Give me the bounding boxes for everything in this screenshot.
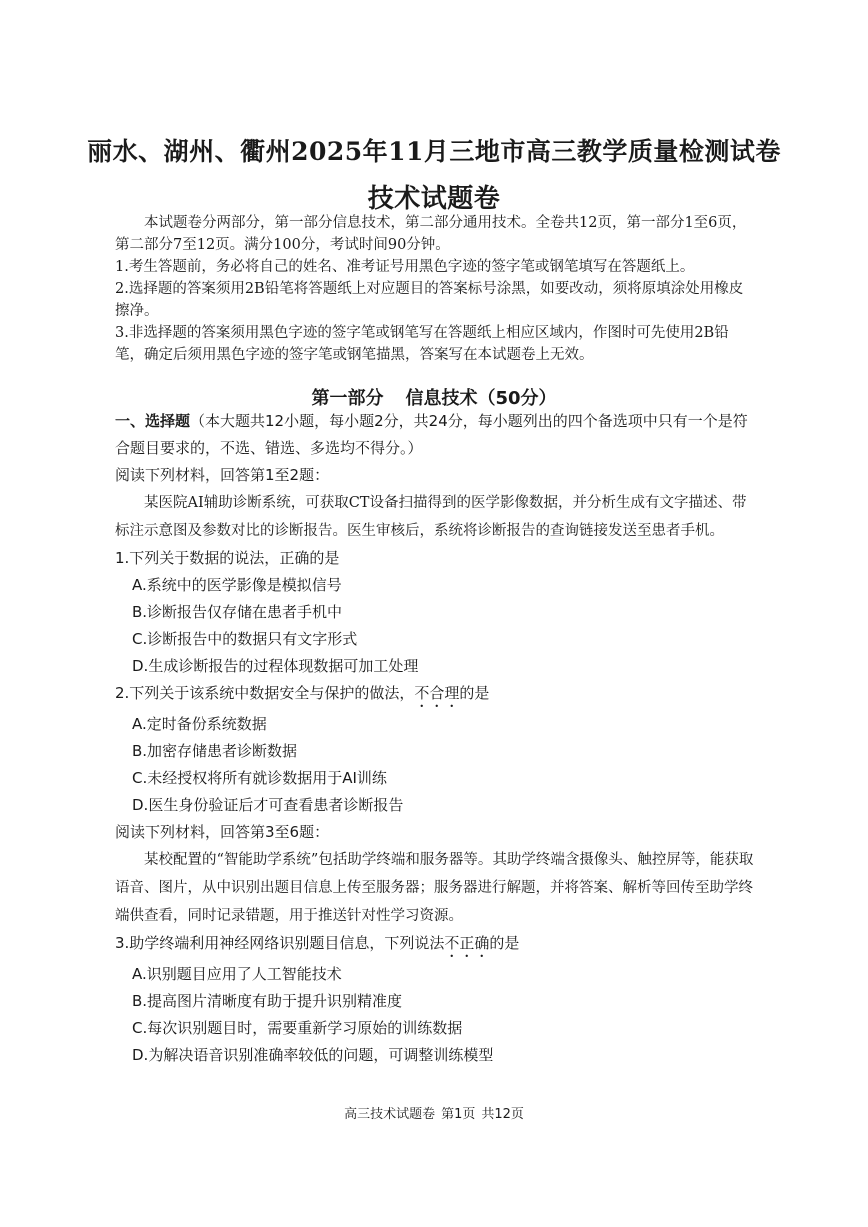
footer-exam-name: 高三技术试题卷 [344,1107,436,1122]
question-3-stem-end: 的是 [489,934,520,952]
question-1-option-d: D.生成诊断报告的过程体现数据可加工处理 [132,657,419,675]
footer-page-total: 共12页 [481,1107,524,1122]
page-footer [0,1103,868,1122]
question-3-option-c: C.每次识别题目时，需要重新学习原始的训练数据 [132,1019,463,1037]
section-heading-line [115,408,755,462]
part-name: 信息技术（50分） [405,388,557,409]
part-title [0,384,868,410]
question-1-stem: 1.下列关于数据的说法，正确的是 [115,549,340,567]
note-2: 2.选择题的答案须用2B铅笔将答题纸上对应题目的答案标号涂黑，如要改动，须将原填涂处用橡皮擦净。 [115,281,744,319]
note-1: 1.考生答题前，务必将自己的姓名、准考证号用黑色字迹的签字笔或钢笔填写在答题纸上。 [115,259,695,275]
reading-material-2: 某校配置的“智能助学系统”包括助学终端和服务器等。其助学终端含摄像头、触控屏等，能获取语音、图片，从中识别出题目信息上传至服务器；服务器进行解题，并将答案、解析等回传至助学终端供查看，同时记录错题，用于推送针对性学习资源。 [115,852,754,924]
question-2-option-c: C.未经授权将所有就诊数据用于AI训练 [132,769,387,787]
question-2-stem-start: 2.下列关于该系统中数据安全与保护的做法， [115,684,415,702]
question-3-stem [115,930,755,961]
question-3-stem-start: 3.助学终端利用神经网络识别题目信息，下列说法 [115,934,445,952]
reading-prompt-2: 阅读下列材料，回答第3至6题： [115,823,330,841]
question-3-emphasis: 不正确 [444,934,490,952]
question-2-option-d: D.医生身份验证后才可查看患者诊断报告 [132,796,404,814]
question-3-option-b: B.提高图片清晰度有助于提升识别精准度 [132,992,403,1010]
question-2-option-a: A.定时备份系统数据 [132,715,267,733]
part-label: 第一部分 [311,388,384,409]
reading-material-1: 某医院AI辅助诊断系统，可获取CT设备扫描得到的医学影像数据，并分析生成有文字描述、带标注示意图及参数对比的诊断报告。医生审核后，系统将诊断报告的查询链接发送至患者手机。 [115,495,747,539]
question-2-option-b: B.加密存储患者诊断数据 [132,742,298,760]
question-3-option-a: A.识别题目应用了人工智能技术 [132,965,342,983]
question-1-option-a: A.系统中的医学影像是模拟信号 [132,576,342,594]
question-3-option-d: D.为解决语音识别准确率较低的问题，可调整训练模型 [132,1046,494,1064]
exam-subtitle: 技术试题卷 [367,184,501,214]
question-1-option-c: C.诊断报告中的数据只有文字形式 [132,630,358,648]
question-3 [115,930,755,1069]
footer-page-number: 第1页 [441,1107,476,1122]
question-2-stem [115,680,755,711]
question-1 [115,545,755,680]
intro-paragraph: 本试题卷分两部分，第一部分信息技术，第二部分通用技术。全卷共12页，第一部分1至6页，第二部分7至12页。满分100分，考试时间90分钟。 [115,215,747,253]
section-multiple-choice [115,408,755,1069]
question-2-stem-end: 的是 [459,684,490,702]
reading-prompt-1: 阅读下列材料，回答第1至2题： [115,466,330,484]
exam-title: 丽水、湖州、衢州2025年11月三地市高三教学质量检测试卷 [87,137,781,166]
section-heading: 一、选择题 [115,412,191,430]
question-1-option-b: B.诊断报告仅存储在患者手机中 [132,603,343,621]
section-description: （本大题共12小题，每小题2分，共24分，每小题列出的四个备选项中只有一个是符合题目要求的，不选、错选、多选均不得分。） [115,412,748,457]
question-2 [115,680,755,819]
instructions [115,212,755,366]
question-2-emphasis: 不合理 [414,684,460,702]
note-3: 3.非选择题的答案须用黑色字迹的签字笔或钢笔写在答题纸上相应区域内，作图时可先使用2B铅笔，确定后须用黑色字迹的签字笔或钢笔描黑，答案写在本试题卷上无效。 [115,325,729,363]
